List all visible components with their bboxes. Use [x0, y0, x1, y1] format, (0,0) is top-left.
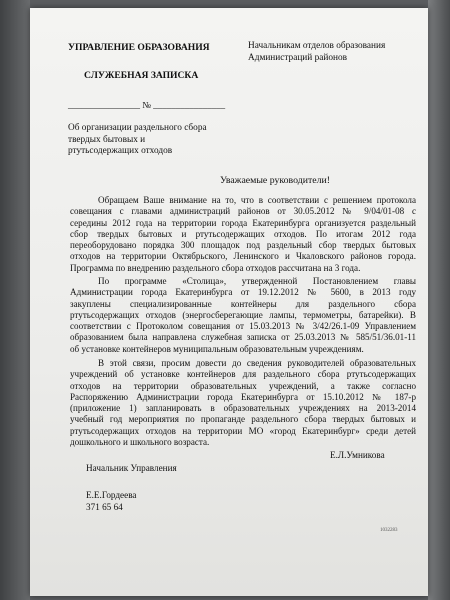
subject-block: [68, 123, 207, 158]
executor-name: Е.Е.Гордеева: [86, 490, 137, 500]
text-line: соответствии с Протоколом совещания от 15.03.2013 № 3/42/26.1-09 Управлением: [70, 321, 416, 332]
document-type: СЛУЖЕБНАЯ ЗАПИСКА: [84, 70, 199, 81]
text-line: учреждений об установке контейнеров для раздельного сбора ртутьсодержащих: [70, 369, 416, 380]
subject-line: Об организации раздельного сбора: [68, 123, 207, 133]
signatory-name: Е.Л.Умникова: [330, 450, 385, 460]
memo-document: [30, 8, 428, 596]
text-line: отходов на территории Октябрьского, Ленинского и Чкаловского районов города.: [70, 251, 416, 262]
background-left: [0, 0, 30, 600]
text-line: ртутьсодержащих отходов (энергосберегающие лампы, термометры, батарейки). В: [70, 309, 416, 320]
text-line: В этой связи, просим довести до сведения руководителей образовательных: [98, 358, 416, 368]
text-line: середины 2012 года на территории города Екатеринбурга организуется раздельный: [70, 217, 416, 228]
paragraph-3: [70, 358, 416, 448]
text-line: совещания с главами администраций районов от 30.05.2012 № 9/04/01-08 с: [70, 206, 416, 217]
paragraph-1: [70, 195, 416, 274]
text-line: Распоряжению Администрации города Екатеринбурга от 15.10.2012 № 187-р: [70, 391, 416, 402]
text-line: отходов на территории образовательных учреждений, а также согласно: [70, 380, 416, 391]
registration-number-line: ________________ № ________________: [68, 100, 226, 110]
addressee-line: Администраций районов: [248, 52, 347, 63]
subject-line: ртутьсодержащих отходов: [68, 146, 173, 156]
text-line: ртутьсодержащих отходов на территории МО «город Екатеринбург» среди детей: [70, 425, 416, 436]
text-line: об установке контейнеров муниципальным образовательным учреждениям.: [70, 343, 364, 354]
text-line: дошкольного и школьного возраста.: [70, 437, 210, 448]
text-line: образованием была направлена служебная записка от 25.03.2013 № 585/51/36.01-11: [70, 332, 416, 343]
text-line: сбор твердых бытовых и ртутьсодержащих отходов. По итогам 2012 года: [70, 228, 416, 239]
addressee-block: [248, 41, 385, 64]
executor-phone: 371 65 64: [86, 502, 123, 512]
greeting: Уважаемые руководители!: [220, 175, 330, 186]
background-right: [428, 0, 450, 600]
text-line: Программа по внедрению раздельного сбора отходов рассчитана на 3 года.: [70, 262, 361, 273]
text-line: Обращаем Ваше внимание на то, что в соответствии с решением протокола: [98, 195, 416, 205]
text-line: учебный год мероприятия по пропаганде раздельного сбора твердых бытовых и: [70, 414, 416, 425]
text-line: Администрации города Екатеринбурга от 19.12.2012 № 5600, в 2013 году: [70, 287, 416, 298]
subject-line: твердых бытовых и: [68, 134, 146, 145]
paragraph-2: [70, 276, 416, 355]
document-code: 1032283: [380, 528, 398, 533]
text-line: (приложение 1) запланировать в образовательных учреждениях на 2013-2014: [70, 403, 416, 414]
addressee-line: Начальникам отделов образования: [248, 41, 386, 51]
organization-name: УПРАВЛЕНИЕ ОБРАЗОВАНИЯ: [68, 42, 210, 53]
text-line: закуплены специализированные контейнеры для раздельного сбора: [70, 298, 416, 309]
text-line: По программе «Столица», утвержденной Постановлением главы: [98, 276, 416, 286]
signatory-position: Начальник Управления: [86, 463, 177, 473]
text-line: переоборудовано порядка 300 площадок под раздельный сбор твердых бытовых: [70, 240, 416, 251]
